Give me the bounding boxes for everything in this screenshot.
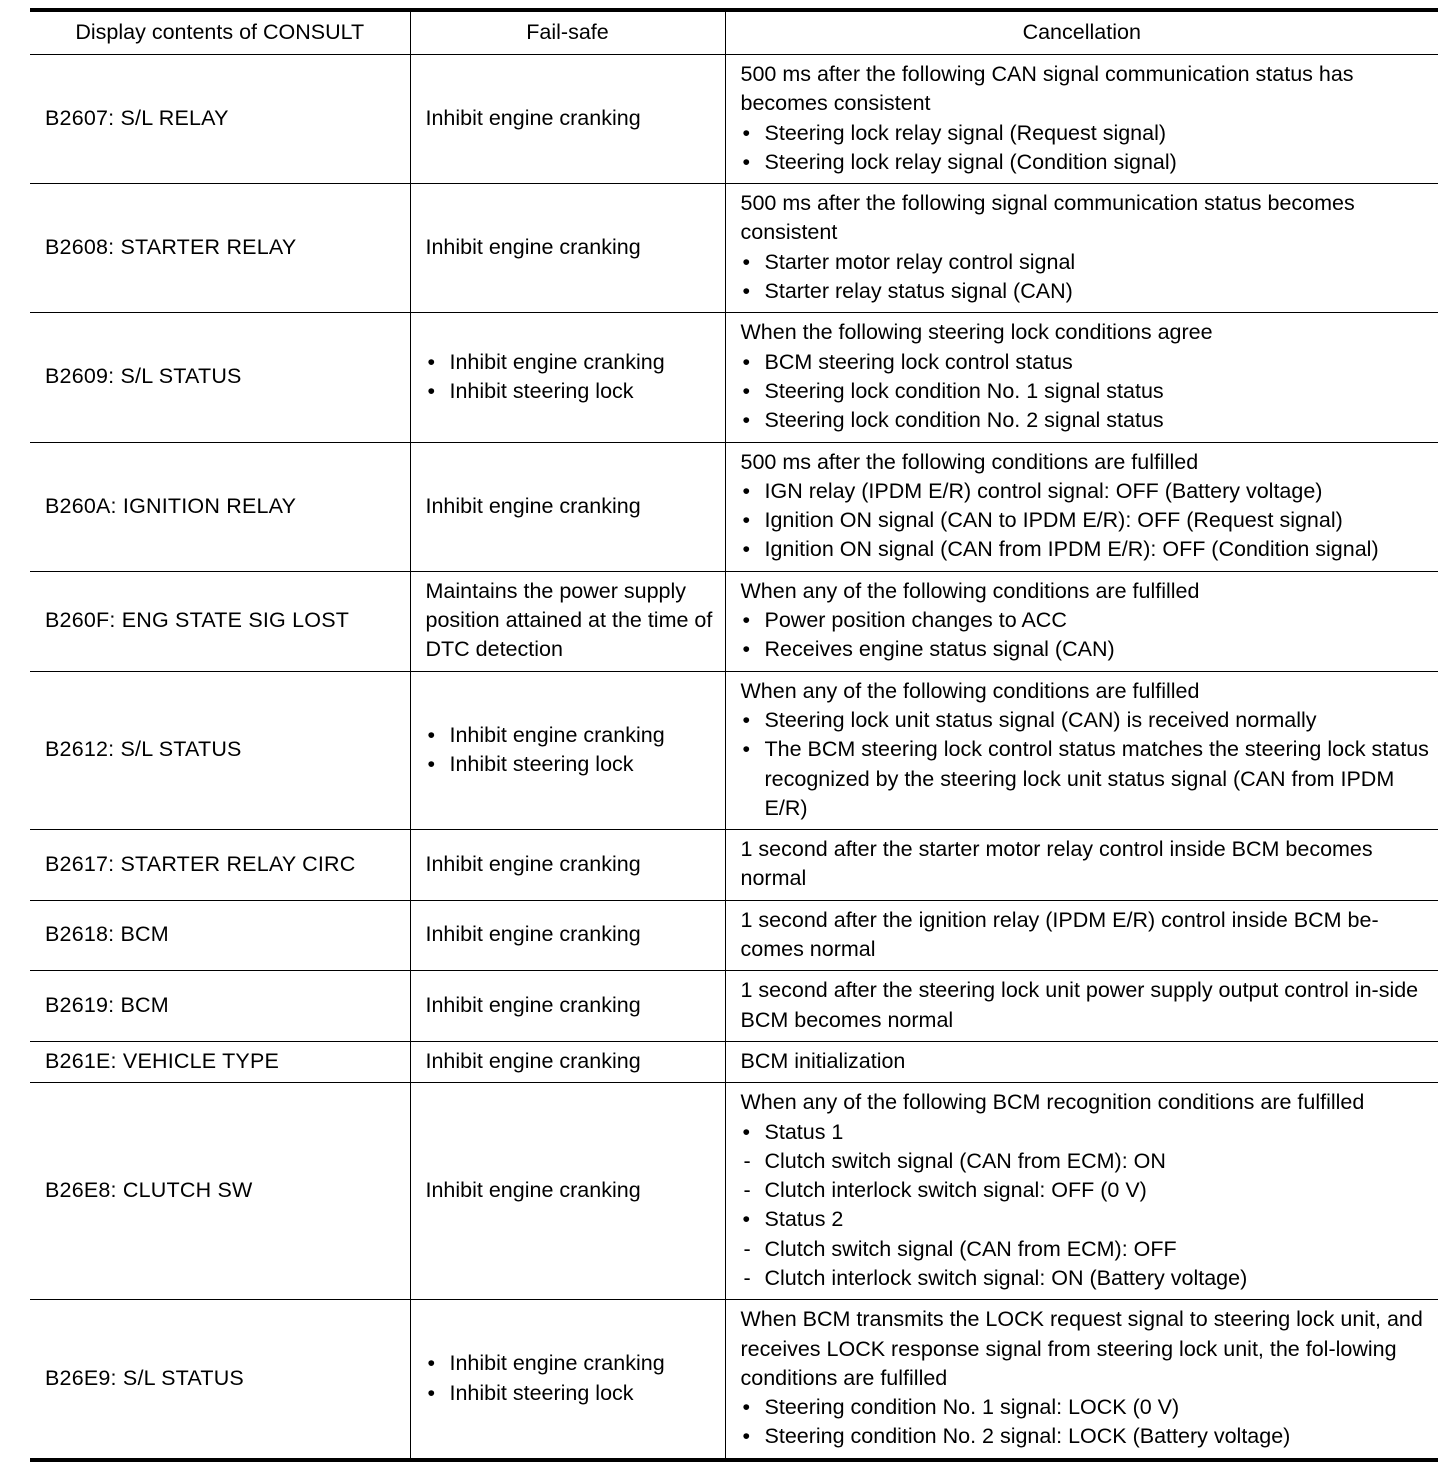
consult-display-cell: B2619: BCM: [30, 971, 410, 1042]
cancellation-lead-text: 1 second after the ignition relay (IPDM E/R) control inside BCM be-comes normal: [740, 907, 1379, 962]
failsafe-text: Inhibit engine cranking: [425, 493, 641, 518]
cancellation-lead-text: When any of the following conditions are fulfilled: [740, 678, 1200, 703]
table-row: [30, 1300, 1438, 1460]
cancellation-list-item: • Steering lock condition No. 1 signal status: [741, 377, 1431, 406]
cancellation-cell: [725, 971, 1438, 1042]
table-row: [30, 971, 1438, 1042]
consult-display-cell: B2612: S/L STATUS: [30, 671, 410, 829]
cancellation-sub-item: - Clutch switch signal (CAN from ECM): OFF: [741, 1235, 1431, 1264]
failsafe-cell: [410, 55, 725, 184]
cancellation-lead-text: When any of the following BCM recognition conditions are fulfilled: [740, 1090, 1365, 1115]
consult-display-cell: B2609: S/L STATUS: [30, 313, 410, 442]
cancellation-list-item: • Starter motor relay control signal: [741, 248, 1431, 277]
cancellation-cell: [725, 313, 1438, 442]
table-row: [30, 442, 1438, 571]
cancellation-list: [741, 477, 1431, 565]
consult-display-cell: B26E9: S/L STATUS: [30, 1300, 410, 1460]
cancellation-list-item: • Receives engine status signal (CAN): [741, 635, 1431, 664]
failsafe-text: Inhibit engine cranking: [425, 1048, 641, 1073]
cancellation-list-item: • Power position changes to ACC: [741, 606, 1431, 635]
cancellation-lead-text: 1 second after the starter motor relay control inside BCM becomes normal: [740, 837, 1373, 891]
consult-display-cell: B2617: STARTER RELAY CIRC: [30, 830, 410, 901]
cancellation-list-item: • Starter relay status signal (CAN): [741, 277, 1431, 306]
cancellation-lead-text: When BCM transmits the LOCK request signal to steering lock unit, and receives LOCK response signal from steering lock unit, the fol-lowing conditions are fulfilled: [740, 1307, 1423, 1390]
failsafe-cell: [410, 971, 725, 1042]
cancellation-sub-item: - Clutch interlock switch signal: OFF (0 V): [741, 1176, 1431, 1205]
cancellation-cell: [725, 830, 1438, 901]
failsafe-cell: [410, 184, 725, 313]
failsafe-list: [426, 348, 717, 407]
cancellation-list-item: • Steering condition No. 2 signal: LOCK (Battery voltage): [741, 1422, 1431, 1451]
failsafe-list: [426, 1349, 717, 1408]
cancellation-lead-text: When the following steering lock conditions agree: [740, 320, 1213, 345]
cancellation-sub-item: - Clutch interlock switch signal: ON (Battery voltage): [741, 1264, 1431, 1293]
failsafe-cell: [410, 571, 725, 671]
failsafe-text: Inhibit engine cranking: [425, 105, 641, 130]
failsafe-list-item: • Inhibit steering lock: [426, 377, 717, 406]
cancellation-list-item: • Status 2: [741, 1205, 1431, 1234]
failsafe-text: Inhibit engine cranking: [425, 851, 641, 876]
failsafe-list-item: • Inhibit steering lock: [426, 750, 717, 779]
cancellation-cell: [725, 900, 1438, 971]
consult-display-cell: B26E8: CLUTCH SW: [30, 1083, 410, 1300]
cancellation-cell: [725, 184, 1438, 313]
failsafe-cell: [410, 1300, 725, 1460]
table-row: [30, 900, 1438, 971]
failsafe-list-item: • Inhibit steering lock: [426, 1379, 717, 1408]
failsafe-text: Inhibit engine cranking: [425, 235, 641, 260]
column-header-display: Display contents of CONSULT: [30, 10, 410, 55]
table-row: [30, 1041, 1438, 1082]
table-row: [30, 55, 1438, 184]
table-row: [30, 571, 1438, 671]
consult-display-cell: B261E: VEHICLE TYPE: [30, 1041, 410, 1082]
consult-display-cell: B2607: S/L RELAY: [30, 55, 410, 184]
failsafe-cell: [410, 830, 725, 901]
cancellation-lead-text: When any of the following conditions are fulfilled: [740, 578, 1200, 603]
cancellation-cell: [725, 1083, 1438, 1300]
cancellation-cell: [725, 1041, 1438, 1082]
consult-display-cell: B260F: ENG STATE SIG LOST: [30, 571, 410, 671]
cancellation-lead-text: 500 ms after the following CAN signal communication status has becomes consistent: [740, 62, 1354, 116]
cancellation-list: [741, 348, 1431, 436]
table-body: [30, 55, 1438, 1460]
table-row: [30, 184, 1438, 313]
cancellation-list-item: • Steering condition No. 1 signal: LOCK (0 V): [741, 1393, 1431, 1422]
table-row: [30, 671, 1438, 829]
consult-display-cell: B260A: IGNITION RELAY: [30, 442, 410, 571]
cancellation-lead-text: BCM initialization: [740, 1048, 906, 1073]
failsafe-list-item: • Inhibit engine cranking: [426, 348, 717, 377]
column-header-failsafe: Fail-safe: [410, 10, 725, 55]
cancellation-cell: [725, 55, 1438, 184]
consult-display-cell: B2618: BCM: [30, 900, 410, 971]
cancellation-list-item: • Steering lock relay signal (Request signal): [741, 119, 1431, 148]
failsafe-cell: [410, 313, 725, 442]
cancellation-list-item: • IGN relay (IPDM E/R) control signal: OFF (Battery voltage): [741, 477, 1431, 506]
cancellation-list: [741, 248, 1431, 307]
failsafe-cell: [410, 1083, 725, 1300]
failsafe-text: Inhibit engine cranking: [425, 1178, 641, 1203]
failsafe-cell: [410, 1041, 725, 1082]
cancellation-lead-text: 500 ms after the following conditions are fulfilled: [740, 449, 1199, 474]
failsafe-text: Inhibit engine cranking: [425, 922, 641, 947]
cancellation-list-item: • Ignition ON signal (CAN to IPDM E/R): OFF (Request signal): [741, 506, 1431, 535]
cancellation-list-item: • Steering lock condition No. 2 signal status: [741, 406, 1431, 435]
table-row: [30, 830, 1438, 901]
cancellation-lead-text: 500 ms after the following signal communication status becomes consistent: [740, 191, 1355, 245]
cancellation-cell: [725, 1300, 1438, 1460]
cancellation-list: [741, 1393, 1431, 1452]
failsafe-list-item: • Inhibit engine cranking: [426, 721, 717, 750]
failsafe-list-item: • Inhibit engine cranking: [426, 1349, 717, 1378]
failsafe-text: Inhibit engine cranking: [425, 992, 641, 1017]
cancellation-lead-text: 1 second after the steering lock unit power supply output control in-side BCM becomes normal: [740, 978, 1419, 1032]
table-header-row: [30, 10, 1438, 55]
document-page: [30, 8, 1438, 1462]
cancellation-list: [741, 606, 1431, 665]
cancellation-list: [741, 706, 1431, 823]
failsafe-cell: [410, 442, 725, 571]
cancellation-cell: [725, 442, 1438, 571]
failsafe-text: Maintains the power supply position attained at the time of DTC detection: [425, 578, 713, 662]
cancellation-list-item: • Steering lock relay signal (Condition signal): [741, 148, 1431, 177]
cancellation-list: [741, 1118, 1431, 1294]
cancellation-cell: [725, 671, 1438, 829]
cancellation-sub-item: - Clutch switch signal (CAN from ECM): ON: [741, 1147, 1431, 1176]
cancellation-list-item: • The BCM steering lock control status matches the steering lock status recognized by the steering lock unit status signal (CAN from IPDM E/R): [741, 735, 1431, 823]
cancellation-list-item: • Status 1: [741, 1118, 1431, 1147]
cancellation-cell: [725, 571, 1438, 671]
cancellation-list-item: • BCM steering lock control status: [741, 348, 1431, 377]
cancellation-list: [741, 119, 1431, 178]
failsafe-cell: [410, 671, 725, 829]
failsafe-table: [30, 8, 1438, 1462]
consult-display-cell: B2608: STARTER RELAY: [30, 184, 410, 313]
cancellation-list-item: • Ignition ON signal (CAN from IPDM E/R): OFF (Condition signal): [741, 535, 1431, 564]
failsafe-cell: [410, 900, 725, 971]
failsafe-list: [426, 721, 717, 780]
table-row: [30, 313, 1438, 442]
cancellation-list-item: • Steering lock unit status signal (CAN) is received normally: [741, 706, 1431, 735]
column-header-cancellation: Cancellation: [725, 10, 1438, 55]
table-row: [30, 1083, 1438, 1300]
